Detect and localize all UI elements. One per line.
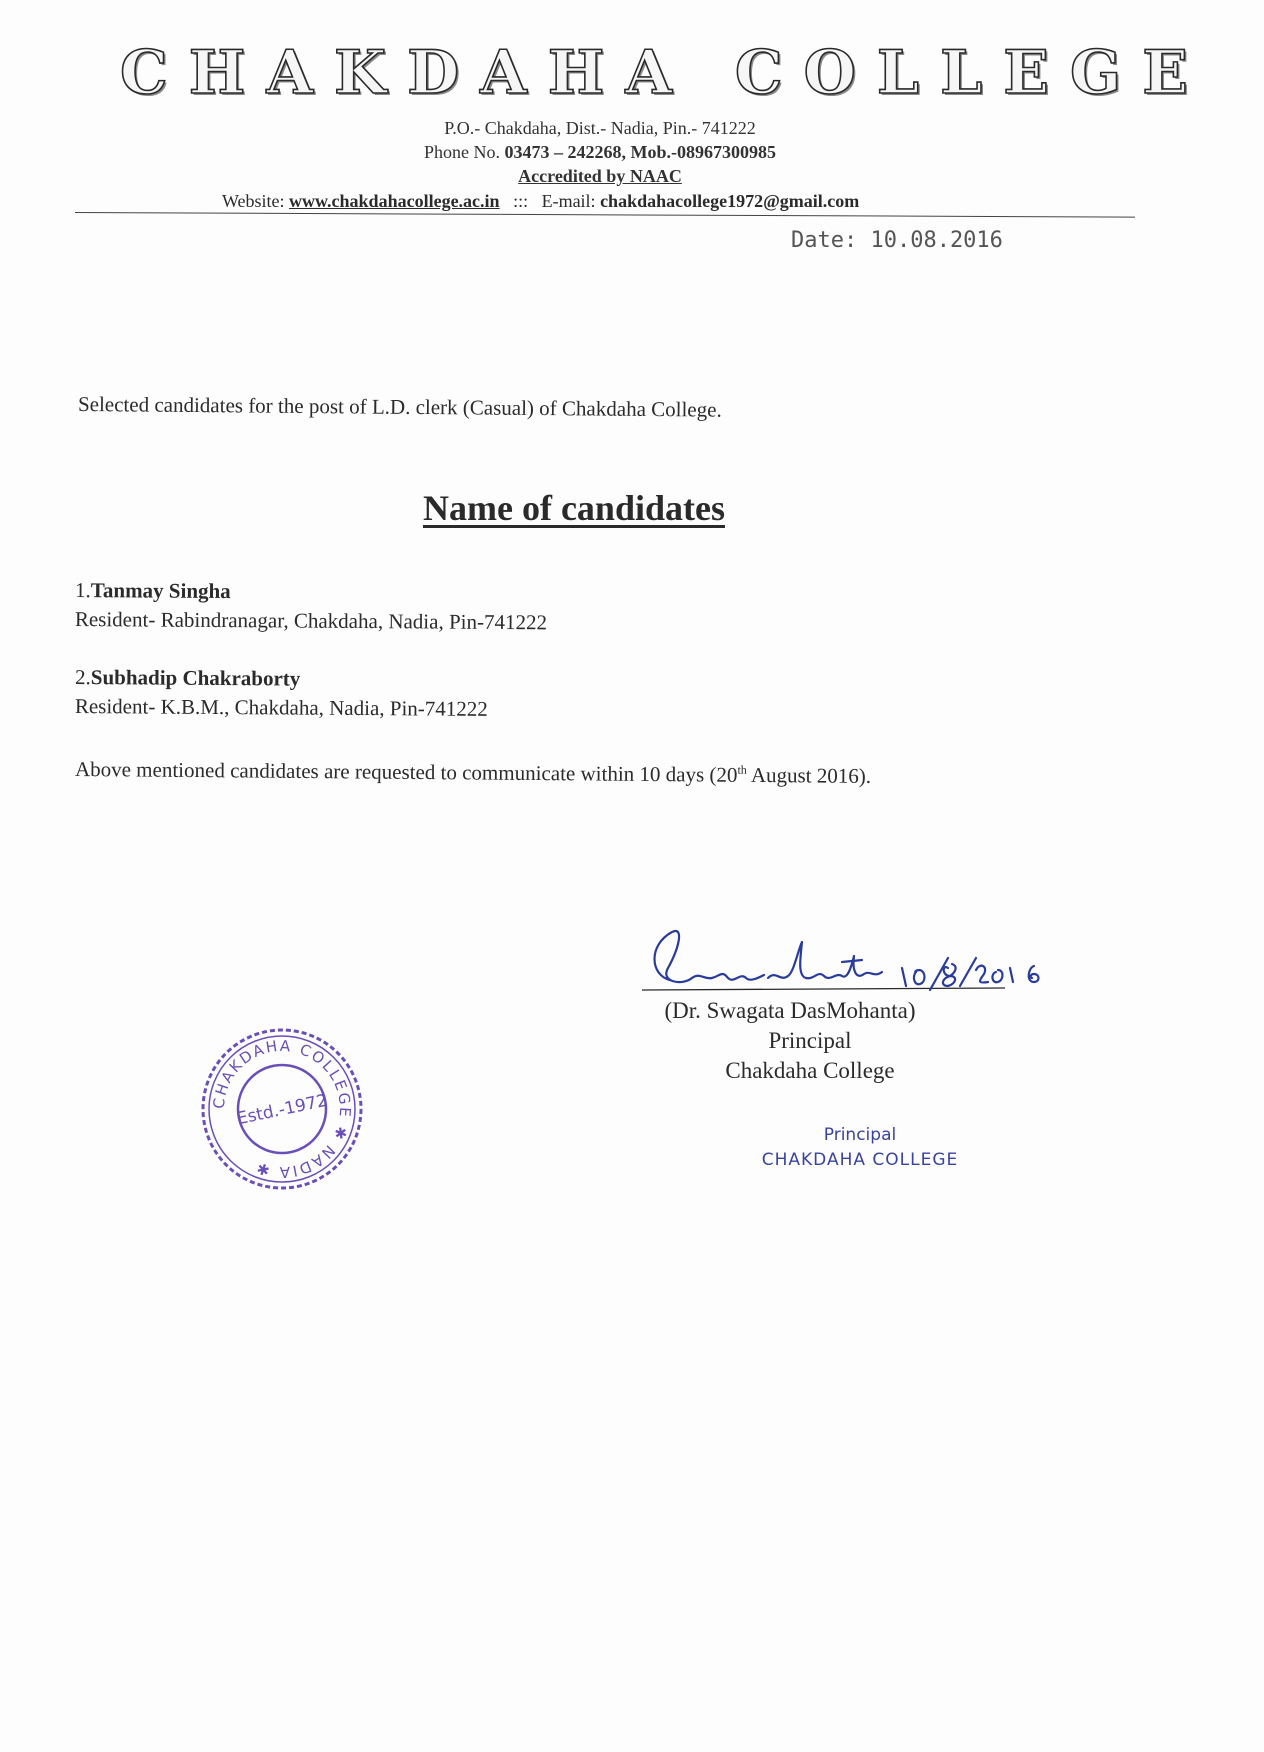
candidate-entry	[75, 663, 488, 724]
contact-line	[222, 191, 859, 212]
candidate-number: 1.	[75, 578, 91, 603]
college-address: P.O.- Chakdaha, Dist.- Nadia, Pin.- 741222	[444, 118, 756, 138]
section-heading: Name of candidates	[423, 488, 725, 528]
signatory-designation: Principal	[768, 1028, 852, 1053]
note-superscript: th	[737, 762, 747, 777]
seal-center-text: Estd.-1972	[235, 1090, 330, 1130]
principal-stamp	[745, 1123, 975, 1173]
candidate-number: 2.	[75, 665, 91, 690]
candidate-entry	[75, 576, 548, 637]
stamp-line-designation: Principal	[823, 1125, 897, 1145]
candidate-name-line	[75, 576, 547, 608]
candidate-resident: Resident- K.B.M., Chakdaha, Nadia, Pin-741222	[74, 693, 488, 721]
phone-label: Phone No.	[424, 142, 505, 162]
contact-separator: :::	[499, 191, 542, 211]
signatory-institution: Chakdaha College	[725, 1058, 895, 1083]
intro-text: Selected candidates for the post of L.D. clerk (Casual) of Chakdaha College.	[77, 392, 722, 422]
college-phone-line	[0, 142, 1200, 163]
email-label: E-mail:	[541, 191, 601, 211]
candidate-name: Tanmay Singha	[90, 578, 231, 604]
college-name: CHAKDAHA COLLEGE	[120, 38, 1209, 108]
candidate-name-line	[75, 663, 488, 695]
accreditation: Accredited by NAAC	[518, 166, 682, 186]
letter-date: Date: 10.08.2016	[791, 228, 1003, 253]
candidate-resident: Resident- Rabindranagar, Chakdaha, Nadia, Pin-741222	[74, 606, 548, 635]
website-link[interactable]: www.chakdahacollege.ac.in	[289, 191, 500, 211]
communication-note	[75, 757, 871, 789]
candidate-name: Subhadip Chakraborty	[90, 665, 301, 691]
phone-numbers: 03473 – 242268, Mob.-08967300985	[504, 142, 776, 162]
letterhead-divider	[75, 212, 1135, 218]
website-label: Website:	[222, 191, 290, 211]
signatory-block	[640, 996, 980, 1086]
seal-ring-text: CHAKDAHA COLLEGE ✱ NADIA ✱	[209, 1036, 355, 1182]
college-seal-icon	[196, 1023, 368, 1195]
stamp-line-college: CHAKDAHA COLLEGE	[761, 1150, 959, 1170]
signatory-name: (Dr. Swagata DasMohanta)	[664, 998, 916, 1023]
email-address[interactable]: chakdahacollege1972@gmail.com	[600, 191, 860, 211]
note-text-end: August 2016).	[746, 762, 872, 788]
note-text: Above mentioned candidates are requested to communicate within 10 days (20	[74, 757, 738, 787]
